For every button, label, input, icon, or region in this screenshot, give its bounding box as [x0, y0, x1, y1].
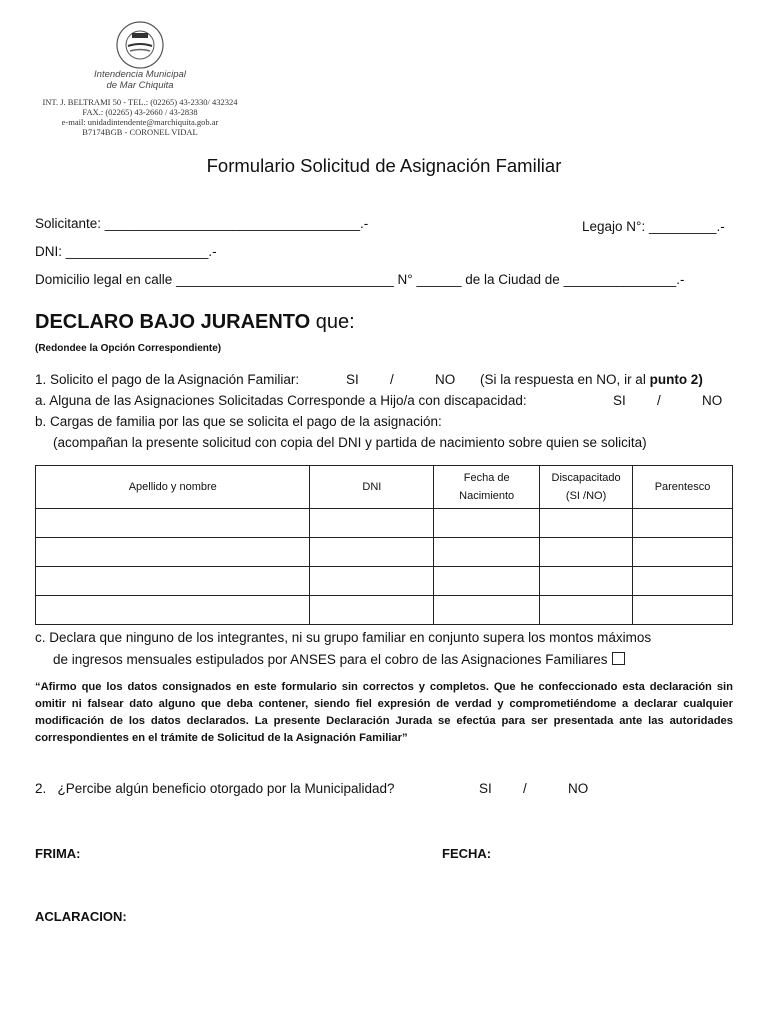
table-cell[interactable]	[540, 567, 633, 596]
item-2	[35, 781, 395, 796]
table-cell[interactable]	[36, 567, 310, 596]
sworn-declaration: “Afirmo que los datos consignados en este formulario sin correctos y completos. Que he confeccionado esta declaración sin omitir ni falsear dato alguno que deba contener, siendo fiel expresión de verdad y comprometiéndome a declarar cualquier modificación de los datos declarados. La presente Declaración Jurada se efectúa para ser presentada ante las autoridades correspondientes en el trámite de Solicitud de la Asignación Familiar”	[35, 681, 733, 744]
table-cell[interactable]	[540, 509, 633, 538]
item-letter: c.	[35, 630, 46, 645]
option-slash: /	[523, 781, 527, 796]
org-name-line2: de Mar Chiquita	[106, 80, 174, 91]
col-fecha-line1: Fecha de	[463, 472, 510, 484]
contact-line: e-mail: unidadintendente@marchiquita.gob.ar	[61, 117, 219, 127]
col-apellido-nombre: Apellido y nombre	[36, 466, 310, 509]
table-cell[interactable]	[310, 538, 434, 567]
form-title: Formulario Solicitud de Asignación Familiar	[206, 155, 562, 176]
item-1-note-text: (Si la respuesta en NO, ir al	[480, 372, 650, 387]
table-cell[interactable]	[310, 567, 434, 596]
declaro-note: (Redondee la Opción Correspondiente)	[35, 343, 222, 354]
item-a	[35, 393, 527, 408]
table-cell[interactable]	[434, 567, 540, 596]
col-discapacitado	[540, 466, 633, 509]
item-2-no-option[interactable]: NO	[568, 781, 589, 796]
table-cell[interactable]	[434, 509, 540, 538]
table-cell[interactable]	[540, 596, 633, 625]
col-disc-line2: (SI /NO)	[565, 490, 607, 502]
item-a-text: Alguna de las Asignaciones Solicitadas Corresponde a Hijo/a con discapacidad:	[49, 393, 527, 408]
table-cell[interactable]	[633, 509, 733, 538]
item-b	[35, 414, 442, 429]
table-row	[36, 509, 733, 538]
income-checkbox[interactable]	[612, 652, 625, 665]
declaro-rest: que:	[310, 311, 355, 333]
table-row	[36, 596, 733, 625]
firma-label: FRIMA:	[35, 846, 81, 861]
item-1-text: Solicito el pago de la Asignación Familiar:	[50, 372, 300, 387]
item-2-si-option[interactable]: SI	[479, 781, 492, 796]
table-row	[36, 567, 733, 596]
solicitante-field[interactable]: Solicitante: __________________________________.-	[35, 216, 369, 231]
legajo-field[interactable]: Legajo N°: _________.-	[582, 219, 725, 234]
contact-line: FAX.: (02265) 43-2660 / 43-2838	[82, 107, 198, 117]
table-header-row	[36, 466, 733, 509]
item-b-text: Cargas de familia por las que se solicita el pago de la asignación:	[50, 414, 442, 429]
col-fecha-nacimiento	[434, 466, 540, 509]
declaro-heading	[35, 311, 355, 334]
item-1-no-option[interactable]: NO	[435, 372, 456, 387]
table-cell[interactable]	[540, 538, 633, 567]
item-a-si-option[interactable]: SI	[613, 393, 626, 408]
item-c-line1: Declara que ninguno de los integrantes, ni su grupo familiar en conjunto supera los montos máximos	[49, 630, 652, 645]
item-1-note-bold: punto 2)	[649, 372, 703, 387]
col-fecha-line2: Nacimiento	[459, 490, 515, 502]
item-letter: b.	[35, 414, 47, 429]
table-cell[interactable]	[434, 596, 540, 625]
table-cell[interactable]	[36, 509, 310, 538]
contact-line: B7174BGB - CORONEL VIDAL	[82, 127, 198, 137]
table-cell[interactable]	[36, 538, 310, 567]
municipal-logo	[90, 20, 190, 70]
table-cell[interactable]	[633, 596, 733, 625]
domicilio-field[interactable]: Domicilio legal en calle _____________________________ N° ______ de la Ciudad de _______________.-	[35, 272, 685, 287]
item-letter: a.	[35, 393, 47, 408]
org-name-line1: Intendencia Municipal	[94, 69, 186, 80]
contact-block	[30, 97, 250, 137]
item-1-note	[480, 372, 703, 387]
item-number: 1.	[35, 372, 47, 387]
col-disc-line1: Discapacitado	[551, 472, 621, 484]
table-cell[interactable]	[310, 509, 434, 538]
contact-line: INT. J. BELTRAMI 50 - TEL.: (02265) 43-2330/ 432324	[42, 97, 238, 107]
aclaracion-label: ACLARACION:	[35, 909, 127, 924]
col-parentesco: Parentesco	[633, 466, 733, 509]
option-slash: /	[657, 393, 661, 408]
fecha-label: FECHA:	[442, 846, 492, 861]
item-c-line2-wrap	[53, 652, 625, 667]
item-1	[35, 372, 299, 387]
table-row	[36, 538, 733, 567]
declaro-bold: DECLARO BAJO JURAENTO	[35, 311, 311, 333]
item-1-si-option[interactable]: SI	[346, 372, 359, 387]
item-c-line2: de ingresos mensuales estipulados por ANSES para el cobro de las Asignaciones Familiares	[53, 652, 608, 667]
item-a-no-option[interactable]: NO	[702, 393, 723, 408]
table-cell[interactable]	[633, 567, 733, 596]
item-number: 2.	[35, 781, 47, 796]
table-cell[interactable]	[434, 538, 540, 567]
table-cell[interactable]	[310, 596, 434, 625]
col-dni: DNI	[310, 466, 434, 509]
family-table	[35, 465, 733, 625]
seal-icon	[90, 20, 190, 70]
table-cell[interactable]	[36, 596, 310, 625]
table-cell[interactable]	[633, 538, 733, 567]
option-slash: /	[390, 372, 394, 387]
dni-field[interactable]: DNI: ___________________.-	[35, 244, 217, 259]
item-b-subtext: (acompañan la presente solicitud con copia del DNI y partida de nacimiento sobre quien se solicita)	[53, 435, 647, 450]
item-2-text: ¿Percibe algún beneficio otorgado por la Municipalidad?	[57, 781, 395, 796]
item-c	[35, 630, 651, 645]
